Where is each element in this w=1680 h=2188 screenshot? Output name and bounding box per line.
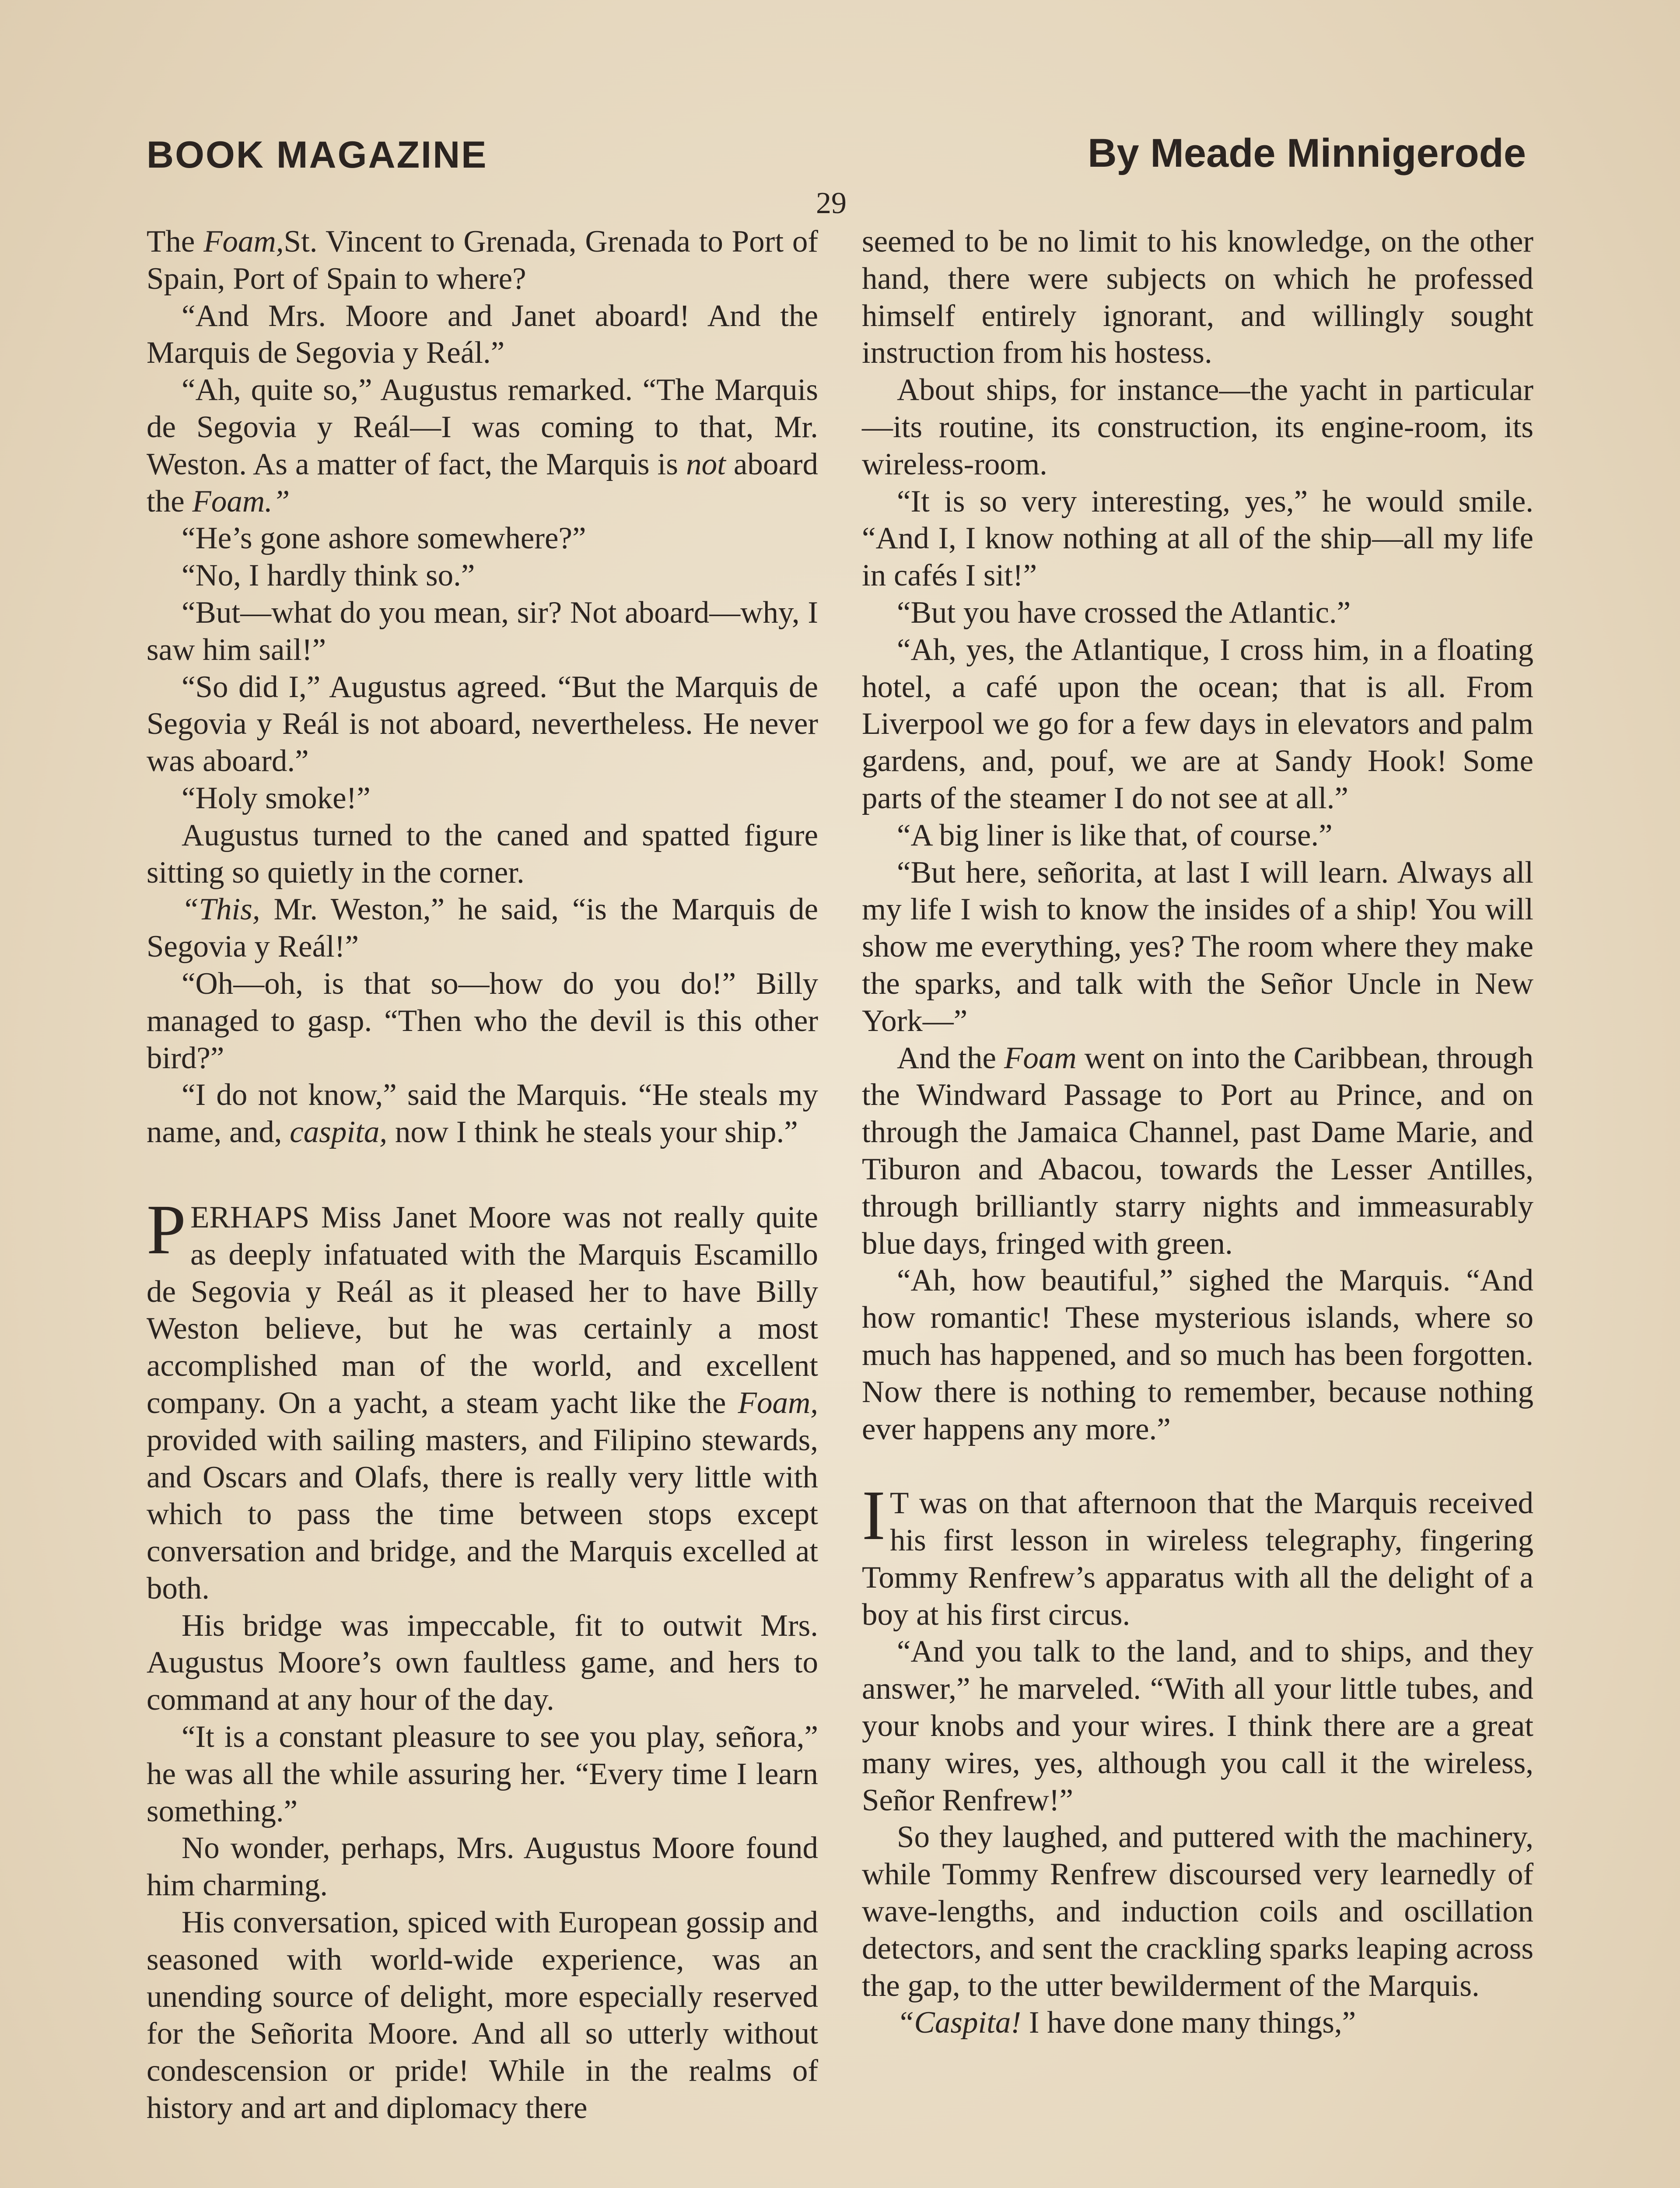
italic-text: not bbox=[686, 447, 726, 481]
text-run: “It is a constant pleasure to see you play, señora,” he was all the while assuring her. “Every time I learn something.” bbox=[147, 1720, 818, 1828]
text-run: His bridge was impeccable, fit to outwit Mrs. Augustus Moore’s own faultless game, and hers to command at any hour of the day. bbox=[147, 1608, 818, 1717]
text-run: And the bbox=[897, 1041, 1004, 1075]
paragraph bbox=[147, 1830, 818, 1904]
text-run: About ships, for instance—the yacht in particular—its routine, its construction, its engine-room, its wireless-room. bbox=[862, 373, 1533, 481]
paragraph bbox=[147, 1718, 818, 1830]
paragraph bbox=[862, 631, 1533, 817]
paragraph bbox=[862, 1476, 1533, 1633]
text-run: “Ah, quite so,” Augustus remarked. “The Marquis de Segovia y Reál—I was coming to that, Mr. Weston. As a matter of fact, the Marquis is bbox=[147, 373, 818, 481]
text-run: No wonder, perhaps, Mrs. Augustus Moore found him charming. bbox=[147, 1831, 818, 1903]
italic-text: Foam.” bbox=[192, 484, 290, 519]
paragraph bbox=[147, 1190, 818, 1607]
text-run: St. Vincent to Grenada, Grenada to Port of Spain, Port of Spain to where? bbox=[147, 224, 818, 296]
text-run: “Holy smoke!” bbox=[182, 781, 371, 815]
text-run: “But—what do you mean, sir? Not aboard—why, I saw him sail!” bbox=[147, 595, 818, 667]
paragraph bbox=[147, 817, 818, 891]
author-byline: By Meade Minnigerode bbox=[1088, 131, 1526, 175]
paragraph bbox=[147, 965, 818, 1076]
paragraph bbox=[862, 594, 1533, 631]
paragraph bbox=[147, 594, 818, 669]
paragraph bbox=[147, 372, 818, 520]
paragraph bbox=[147, 557, 818, 594]
text-run: aboard the bbox=[147, 447, 819, 519]
right-text-column bbox=[862, 223, 1533, 2041]
text-run: “Ah, yes, the Atlantique, I cross him, in a floating hotel, a café upon the ocean; that is all. From Liverpool we go for a few days in elevators and palm gardens, and, pouf, we are at Sandy Hook! Some parts of the steamer I do not see at all.” bbox=[862, 632, 1533, 815]
italic-text: “This, bbox=[182, 892, 260, 927]
text-run: “Ah, how beautiful,” sighed the Marquis. “And how romantic! These mysterious islands, where so much has happened, and so much has been forgotten. Now there is nothing to remember, because nothing ever happens any more.” bbox=[862, 1263, 1533, 1446]
paragraph bbox=[862, 372, 1533, 483]
paragraph bbox=[147, 1076, 818, 1151]
text-run: “He’s gone ashore somewhere?” bbox=[182, 521, 586, 556]
text-run: seemed to be no limit to his knowledge, on the other hand, there were subjects on which he professed himself entirely ignorant, and willingly sought instruction from his hostess. bbox=[862, 224, 1533, 370]
text-run: “A big liner is like that, of course.” bbox=[897, 818, 1333, 852]
left-text-column bbox=[147, 223, 818, 2127]
paragraph bbox=[862, 817, 1533, 854]
drop-cap: P bbox=[147, 1190, 186, 1269]
italic-text: Foam bbox=[1004, 1041, 1077, 1075]
italic-text: “Caspita! bbox=[897, 2006, 1022, 2040]
paragraph bbox=[862, 223, 1533, 372]
paragraph bbox=[862, 1819, 1533, 2004]
text-run: “But you have crossed the Atlantic.” bbox=[897, 595, 1351, 630]
text-run: ERHAPS Miss Janet Moore was not really quite as deeply infatuated with the Marquis Escamillo de Segovia y Reál as it pleased her to have Billy Weston believe, but he was certainly a most accomplished man of the world, and excellent company. On a yacht, a steam yacht like the bbox=[147, 1200, 818, 1420]
paragraph bbox=[147, 520, 818, 557]
paragraph bbox=[862, 854, 1533, 1040]
paragraph bbox=[147, 780, 818, 817]
text-run: T was on that afternoon that the Marquis received his first lesson in wireless telegraphy, fingering Tommy Renfrew’s apparatus with all the delight of a boy at his first circus. bbox=[862, 1486, 1533, 1632]
paragraph bbox=[147, 891, 818, 965]
text-run: His conversation, spiced with European gossip and seasoned with world-wide experience, was an unending source of delight, more especially reserved for the Señorita Moore. And all so utterly without condescension or pride! While in the realms of history and art and diplomacy there bbox=[147, 1905, 818, 2125]
italic-text: Foam, bbox=[203, 224, 284, 259]
paragraph bbox=[862, 483, 1533, 594]
paragraph bbox=[862, 1040, 1533, 1262]
text-run: “It is so very interesting, yes,” he would smile. “And I, I know nothing at all of the ship—all my life in cafés I sit!” bbox=[862, 484, 1533, 593]
text-run: I have done many things,” bbox=[1021, 2006, 1356, 2040]
italic-text: caspita, bbox=[290, 1115, 388, 1150]
text-run: “So did I,” Augustus agreed. “But the Marquis de Segovia y Reál is not aboard, nevertheless. He never was aboard.” bbox=[147, 670, 818, 778]
paragraph bbox=[862, 1262, 1533, 1448]
text-run: The bbox=[147, 224, 204, 259]
text-run: Mr. Weston,” he said, “is the Marquis de Segovia y Reál!” bbox=[147, 892, 818, 964]
text-run: “And Mrs. Moore and Janet aboard! And the Marquis de Segovia y Reál.” bbox=[147, 298, 818, 370]
drop-cap: I bbox=[862, 1476, 886, 1555]
text-run: So they laughed, and puttered with the machinery, while Tommy Renfrew discoursed very learnedly of wave-lengths, and induction coils and oscillation detectors, and sent the crackling sparks leaping across the gap, to the utter bewilderment of the Marquis. bbox=[862, 1820, 1533, 2003]
paragraph bbox=[147, 669, 818, 780]
paragraph bbox=[862, 2004, 1533, 2041]
text-run: “Oh—oh, is that so—how do you do!” Billy managed to gasp. “Then who the devil is this other bird?” bbox=[147, 966, 818, 1075]
text-run: provided with sailing masters, and Filipino stewards, and Oscars and Olafs, there is really very little with which to pass the time between stops except conversation and bridge, and the Marquis excelled at both. bbox=[147, 1423, 818, 1606]
text-run: went on into the Caribbean, through the Windward Passage to Port au Prince, and on through the Jamaica Channel, past Dame Marie, and Tiburon and Abacou, towards the Lesser Antilles, through brilliantly starry nights and immeasurably blue days, fringed with green. bbox=[862, 1041, 1533, 1261]
paragraph bbox=[862, 1633, 1533, 1819]
paragraph bbox=[147, 298, 818, 372]
text-run: “But here, señorita, at last I will learn. Always all my life I wish to know the insides of a ship! You will show me everything, yes? The room where they make the sparks, and talk with the Señor Uncle in New York—” bbox=[862, 855, 1533, 1038]
magazine-title: BOOK MAGAZINE bbox=[147, 134, 488, 176]
italic-text: Foam, bbox=[738, 1385, 818, 1420]
text-run: “And you talk to the land, and to ships, and they answer,” he marveled. “With all your little tubes, and your knobs and your wires. I think there are a great many wires, yes, although you call it the wireless, Señor Renfrew!” bbox=[862, 1634, 1533, 1817]
text-run: now I think he steals your ship.” bbox=[387, 1115, 798, 1150]
text-run: Augustus turned to the caned and spatted figure sitting so quietly in the corner. bbox=[147, 818, 818, 890]
page-number: 29 bbox=[816, 186, 847, 220]
paragraph bbox=[147, 223, 818, 298]
paragraph bbox=[147, 1607, 818, 1718]
text-run: “No, I hardly think so.” bbox=[182, 558, 475, 593]
paragraph bbox=[147, 1904, 818, 2127]
text-run: “I do not know,” said the Marquis. “He steals my name, and, bbox=[147, 1078, 818, 1150]
